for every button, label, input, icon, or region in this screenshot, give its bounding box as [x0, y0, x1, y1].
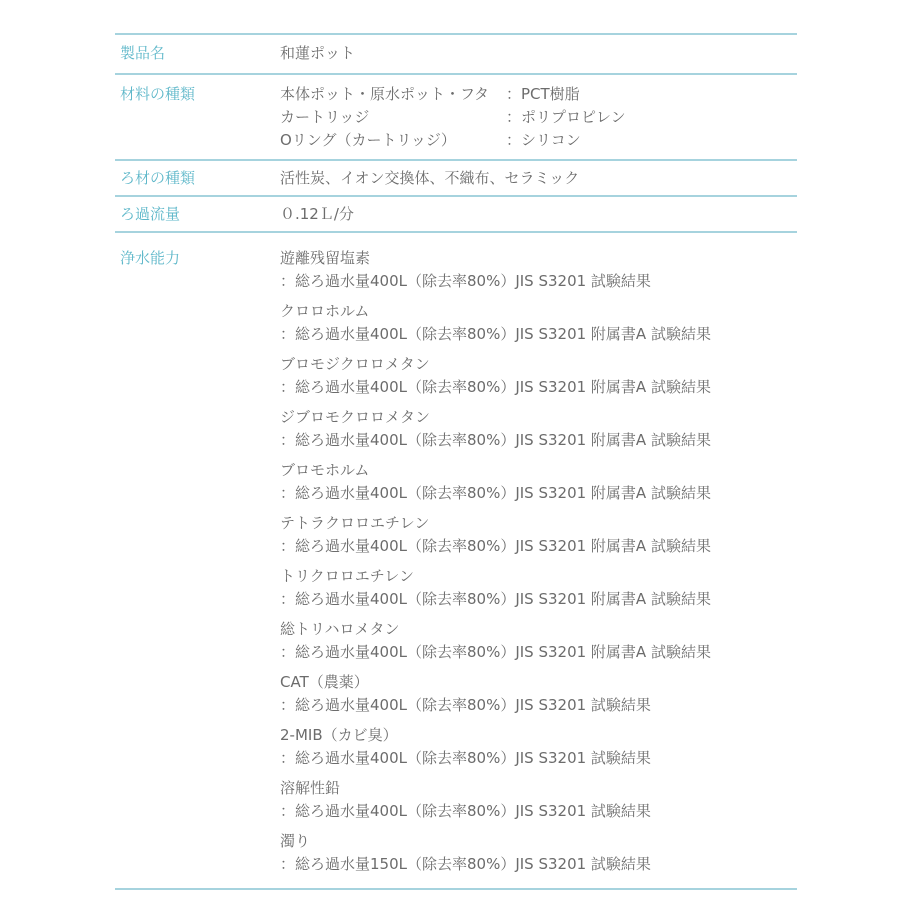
capability-name: 遊離残留塩素 — [280, 249, 371, 267]
capability-item — [280, 247, 711, 293]
capability-item — [280, 406, 711, 452]
material-item — [280, 129, 626, 152]
capability-name: トリクロロエチレン — [280, 567, 415, 585]
capability-detail: ：総ろ過水量400L（除去率80%）JIS S3201 附属書A 試験結果 — [280, 431, 711, 449]
row-label: ろ材の種類 — [120, 169, 196, 187]
row-product-name — [115, 35, 797, 75]
capability-item — [280, 618, 711, 664]
row-filter-media — [115, 161, 797, 197]
capability-name: ブロモホルム — [280, 461, 370, 479]
capability-list — [280, 247, 711, 876]
material-value: ：ポリプロピレン — [506, 108, 626, 126]
capability-detail: ：総ろ過水量400L（除去率80%）JIS S3201 附属書A 試験結果 — [280, 537, 711, 555]
capability-detail: ：総ろ過水量400L（除去率80%）JIS S3201 附属書A 試験結果 — [280, 325, 711, 343]
capability-item — [280, 565, 711, 611]
capability-name: CAT（農薬） — [280, 673, 369, 691]
capability-item — [280, 724, 711, 770]
capability-detail: ：総ろ過水量400L（除去率80%）JIS S3201 試験結果 — [280, 802, 651, 820]
capability-name: 2-MIB（カビ臭） — [280, 726, 398, 744]
capability-detail: ：総ろ過水量150L（除去率80%）JIS S3201 試験結果 — [280, 855, 651, 873]
row-label: 材料の種類 — [120, 85, 196, 103]
material-part: 本体ポット・原水ポット・フタ — [280, 85, 489, 103]
row-materials — [115, 75, 797, 161]
material-item — [280, 83, 626, 106]
row-value: 和蓮ポット — [280, 44, 356, 62]
material-value: ：シリコン — [506, 131, 581, 149]
capability-name: 溶解性鉛 — [280, 779, 341, 797]
capability-detail: ：総ろ過水量400L（除去率80%）JIS S3201 試験結果 — [280, 272, 651, 290]
capability-item — [280, 300, 711, 346]
row-label: 製品名 — [120, 44, 166, 62]
capability-name: クロロホルム — [280, 302, 370, 320]
row-value: 活性炭、イオン交換体、不織布、セラミック — [280, 169, 580, 187]
capability-detail: ：総ろ過水量400L（除去率80%）JIS S3201 附属書A 試験結果 — [280, 378, 711, 396]
row-flow-rate — [115, 197, 797, 233]
material-part: カートリッジ — [280, 108, 370, 126]
capability-name: テトラクロロエチレン — [280, 514, 430, 532]
capability-name: ブロモジクロロメタン — [280, 355, 430, 373]
capability-item — [280, 512, 711, 558]
row-label: ろ過流量 — [120, 205, 181, 223]
capability-detail: ：総ろ過水量400L（除去率80%）JIS S3201 附属書A 試験結果 — [280, 643, 711, 661]
capability-name: ジブロモクロロメタン — [280, 408, 431, 426]
capability-detail: ：総ろ過水量400L（除去率80%）JIS S3201 試験結果 — [280, 696, 651, 714]
row-capability — [115, 233, 797, 890]
material-item — [280, 106, 626, 129]
capability-item — [280, 671, 711, 717]
capability-item — [280, 459, 711, 505]
capability-item — [280, 353, 711, 399]
capability-name: 総トリハロメタン — [280, 620, 400, 638]
material-value: ：PCT樹脂 — [506, 85, 580, 103]
capability-detail: ：総ろ過水量400L（除去率80%）JIS S3201 附属書A 試験結果 — [280, 484, 711, 502]
capability-detail: ：総ろ過水量400L（除去率80%）JIS S3201 試験結果 — [280, 749, 651, 767]
materials-list — [280, 83, 626, 152]
capability-item — [280, 830, 711, 876]
capability-detail: ：総ろ過水量400L（除去率80%）JIS S3201 附属書A 試験結果 — [280, 590, 711, 608]
row-label: 浄水能力 — [120, 249, 181, 267]
spec-table — [115, 33, 797, 890]
capability-item — [280, 777, 711, 823]
capability-name: 濁り — [280, 832, 311, 850]
row-value: ０.12Ｌ/分 — [280, 205, 354, 223]
material-part: Oリング（カートリッジ） — [280, 131, 456, 149]
